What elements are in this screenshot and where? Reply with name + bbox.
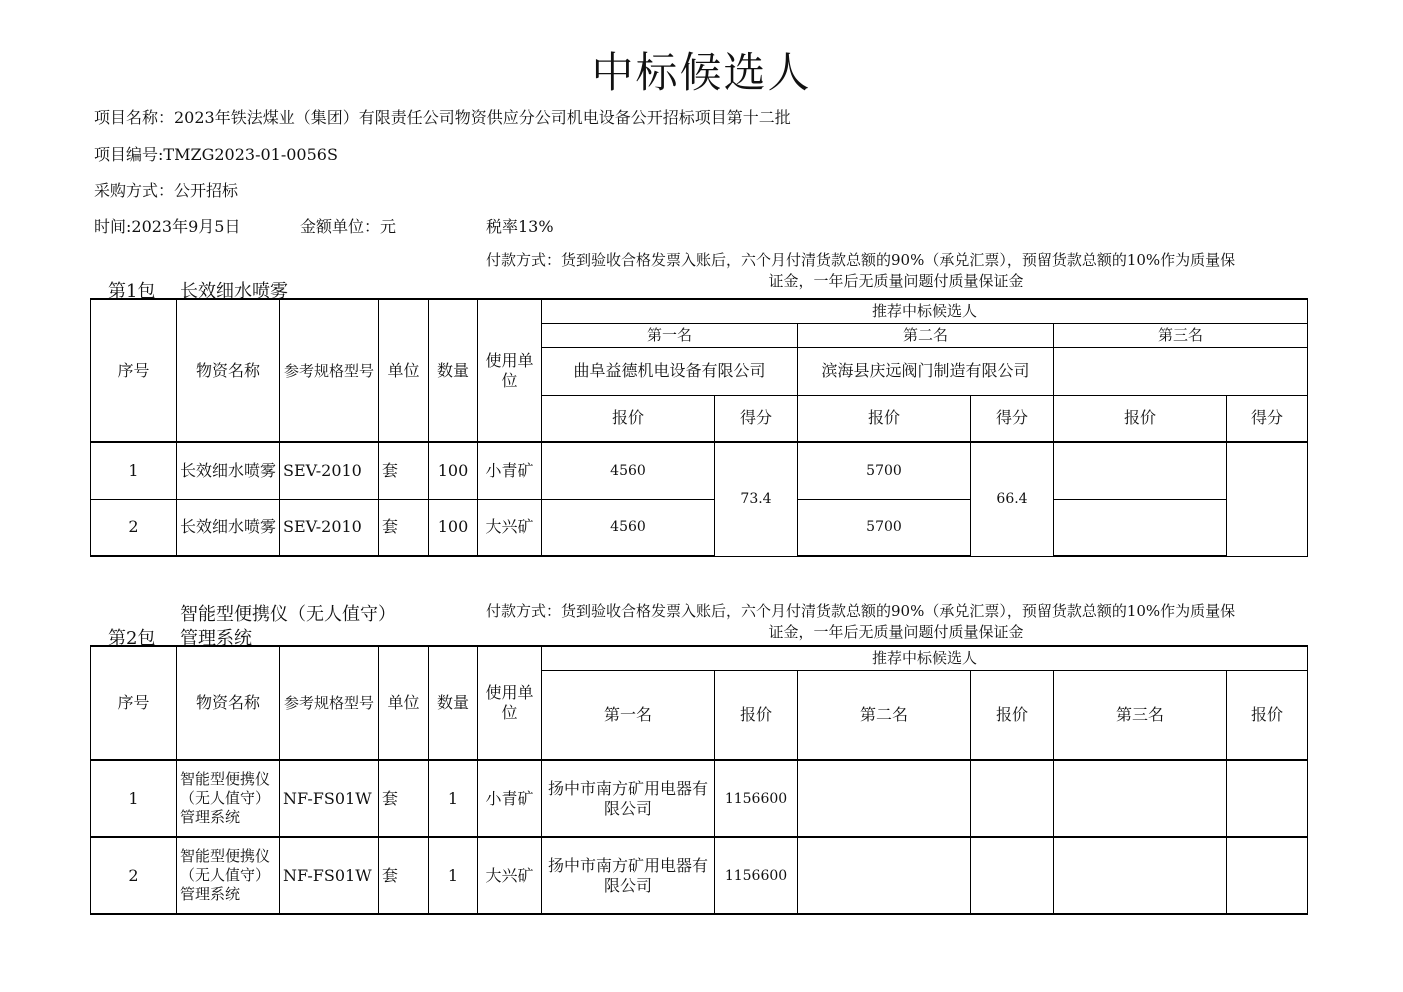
row-price-1: 1156600: [715, 760, 798, 837]
row-qty: 1: [429, 760, 478, 837]
row-price-3: [1054, 499, 1227, 556]
header-rank-3: 第三名: [1054, 323, 1308, 347]
package2-payment-terms: [486, 601, 1306, 643]
row-candidate-1: 扬中市南方矿用电器有限公司: [542, 837, 715, 914]
row-qty: 100: [429, 442, 478, 499]
row-seq: 2: [91, 837, 177, 914]
package1-payment-terms: [486, 250, 1306, 292]
header-unit: 单位: [379, 299, 429, 442]
row-candidate-2: [798, 837, 971, 914]
header-user-unit: 使用单位: [478, 299, 542, 442]
header-seq: 序号: [91, 646, 177, 760]
row-price-2: [971, 837, 1054, 914]
header-score-1: 得分: [715, 395, 798, 442]
currency-unit: 金额单位：元: [300, 217, 397, 236]
row-price-2: 5700: [798, 499, 971, 556]
row-seq: 2: [91, 499, 177, 556]
row-user-unit: 大兴矿: [478, 837, 542, 914]
header-spec: 参考规格型号: [280, 646, 379, 760]
header-price-2: 报价: [798, 395, 971, 442]
row-spec: SEV-2010: [280, 499, 379, 556]
project-number: 项目编号:TMZG2023-01-0056S: [94, 145, 338, 164]
header-rank-3: 第三名: [1054, 670, 1227, 760]
header-qty: 数量: [429, 646, 478, 760]
row-unit: 套: [379, 837, 429, 914]
header-qty: 数量: [429, 299, 478, 442]
package2-label: 第2包: [108, 628, 156, 649]
package1-table: [90, 298, 1308, 557]
header-price-2: 报价: [971, 670, 1054, 760]
row-price-2: 5700: [798, 442, 971, 499]
row-candidate-2: [798, 760, 971, 837]
header-price-1: 报价: [542, 395, 715, 442]
header-rank-1: 第一名: [542, 323, 798, 347]
row-candidate-1: 扬中市南方矿用电器有限公司: [542, 760, 715, 837]
row-material: 长效细水喷雾: [177, 442, 280, 499]
announcement-date: 时间:2023年9月5日: [94, 217, 241, 236]
header-rank-2: 第二名: [798, 323, 1054, 347]
row-user-unit: 大兴矿: [478, 499, 542, 556]
row-price-1: 4560: [542, 442, 715, 499]
page-title: 中标候选人: [591, 48, 812, 97]
header-price-3: 报价: [1054, 395, 1227, 442]
header-rank-2: 第二名: [798, 670, 971, 760]
table-row: [91, 837, 1308, 914]
header-material: 物资名称: [177, 646, 280, 760]
row-qty: 1: [429, 837, 478, 914]
row-price-3: [1054, 442, 1227, 499]
row-price-1: 1156600: [715, 837, 798, 914]
row-user-unit: 小青矿: [478, 760, 542, 837]
header-price-3: 报价: [1227, 670, 1308, 760]
row-price-1: 4560: [542, 499, 715, 556]
table-row: [91, 760, 1308, 837]
row-candidate-3: [1054, 837, 1227, 914]
header-spec: 参考规格型号: [280, 299, 379, 442]
header-recommend: 推荐中标候选人: [542, 646, 1308, 670]
payment-line-2: 证金，一年后无质量问题付质量保证金: [768, 272, 1024, 290]
row-material: 智能型便携仪（无人值守）管理系统: [177, 837, 280, 914]
header-user-unit: 使用单位: [478, 646, 542, 760]
project-name: 项目名称：2023年铁法煤业（集团）有限责任公司物资供应分公司机电设备公开招标项目第十二批: [94, 108, 791, 127]
purchase-method: 采购方式：公开招标: [94, 181, 239, 200]
row-material: 长效细水喷雾: [177, 499, 280, 556]
row-seq: 1: [91, 442, 177, 499]
row-material: 智能型便携仪（无人值守）管理系统: [177, 760, 280, 837]
row-unit: 套: [379, 499, 429, 556]
row-spec: NF-FS01W: [280, 760, 379, 837]
row-unit: 套: [379, 760, 429, 837]
header-score-2: 得分: [971, 395, 1054, 442]
header-material: 物资名称: [177, 299, 280, 442]
table-row: [91, 499, 1308, 556]
package2-name-line-1: 智能型便携仪（无人值守）: [180, 604, 396, 625]
payment-line-1: 付款方式：货到验收合格发票入账后，六个月付清货款总额的90%（承兑汇票），预留货款总额的10%作为质量保: [486, 602, 1236, 620]
row-seq: 1: [91, 760, 177, 837]
header-rank-1: 第一名: [542, 670, 715, 760]
row-price-3: [1227, 837, 1308, 914]
header-score-3: 得分: [1227, 395, 1308, 442]
tax-rate: 税率13%: [486, 217, 554, 236]
candidate-3-name: [1054, 347, 1308, 395]
header-price-1: 报价: [715, 670, 798, 760]
package2-table: [90, 645, 1308, 915]
package1-label: 第1包: [108, 281, 156, 302]
package2-name-line-2: 管理系统: [180, 628, 252, 649]
candidate-3-score: [1227, 442, 1308, 556]
row-spec: NF-FS01W: [280, 837, 379, 914]
row-qty: 100: [429, 499, 478, 556]
row-price-2: [971, 760, 1054, 837]
payment-line-2: 证金，一年后无质量问题付质量保证金: [768, 623, 1024, 641]
package1-name: 长效细水喷雾: [180, 281, 288, 302]
row-user-unit: 小青矿: [478, 442, 542, 499]
row-spec: SEV-2010: [280, 442, 379, 499]
candidate-2-score: 66.4: [971, 442, 1054, 556]
header-seq: 序号: [91, 299, 177, 442]
row-price-3: [1227, 760, 1308, 837]
row-unit: 套: [379, 442, 429, 499]
candidate-1-name: 曲阜益德机电设备有限公司: [542, 347, 798, 395]
row-candidate-3: [1054, 760, 1227, 837]
candidate-2-name: 滨海县庆远阀门制造有限公司: [798, 347, 1054, 395]
candidate-1-score: 73.4: [715, 442, 798, 556]
header-unit: 单位: [379, 646, 429, 760]
payment-line-1: 付款方式：货到验收合格发票入账后，六个月付清货款总额的90%（承兑汇票），预留货款总额的10%作为质量保: [486, 251, 1236, 269]
header-recommend: 推荐中标候选人: [542, 299, 1308, 323]
table-row: [91, 442, 1308, 499]
